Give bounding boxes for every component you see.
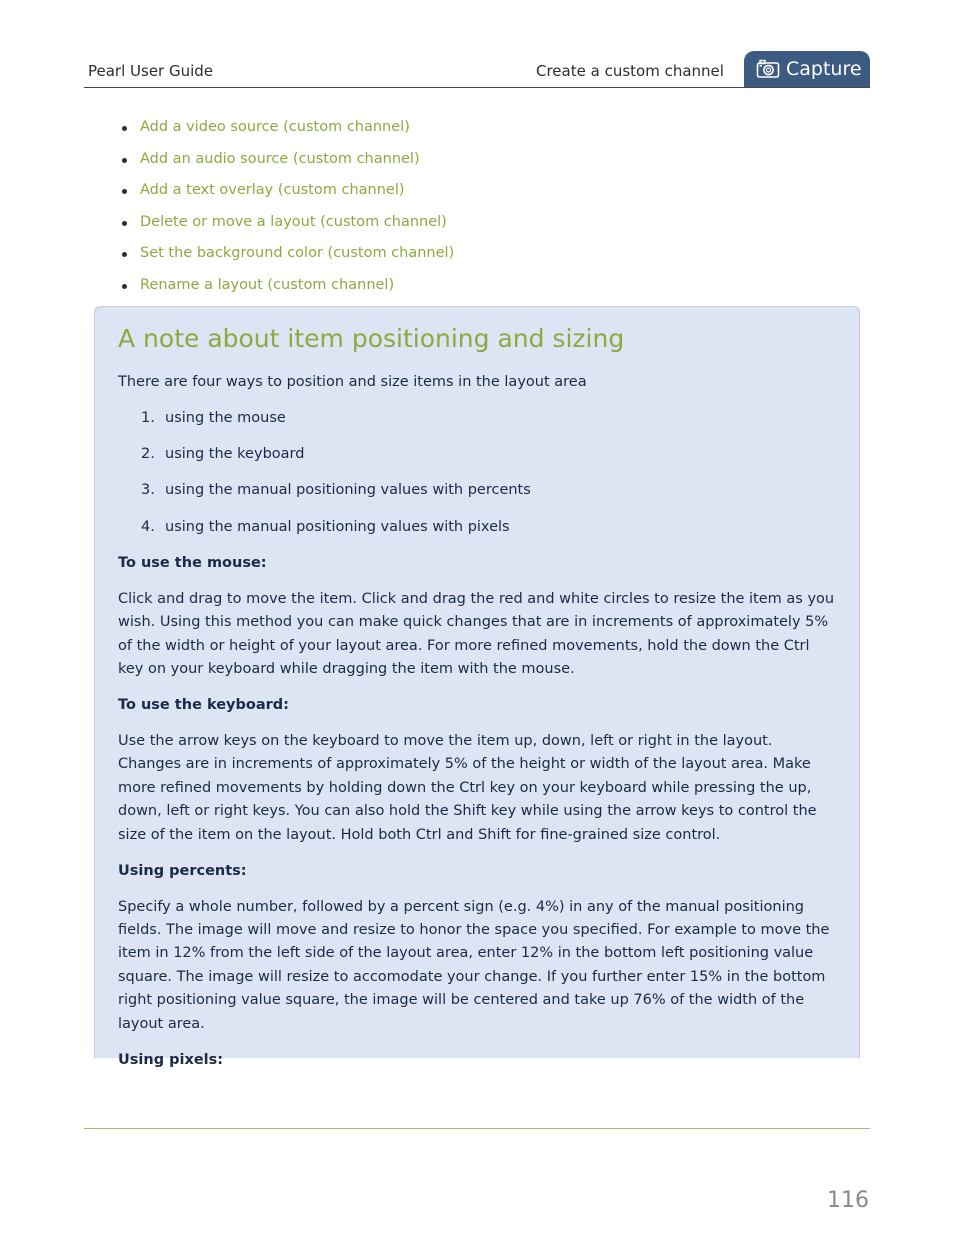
list-number: 3. — [141, 482, 155, 499]
list-item — [118, 479, 838, 502]
bullet-icon — [122, 221, 127, 226]
list-item — [118, 115, 454, 147]
keyboard-heading: To use the keyboard: — [118, 697, 289, 714]
list-item — [118, 241, 454, 273]
bullet-icon — [122, 284, 127, 289]
link-add-text-overlay[interactable]: Add a text overlay (custom channel) — [140, 182, 405, 199]
percents-paragraph: Specify a whole number, followed by a percent sign (e.g. 4%) in any of the manual positioning fields. The image will move and resize to honor the space you specified. For example to move the item in 12% from the left side of the layout area, enter 12% in the bottom left positioning value square. The image will resize to accomodate your change. If you further enter 15% in the bottom right positioning value square, the image will be centered and take up 76% of the width of the layout area. — [118, 898, 830, 1032]
capture-tab-label: Capture — [786, 58, 862, 80]
list-number: 2. — [141, 446, 155, 463]
note-title: A note about item positioning and sizing — [118, 324, 625, 353]
bullet-icon — [122, 189, 127, 194]
list-item — [118, 210, 454, 242]
link-rename-layout[interactable]: Rename a layout (custom channel) — [140, 276, 395, 293]
method-text: using the keyboard — [165, 446, 305, 463]
link-set-background-color[interactable]: Set the background color (custom channel) — [140, 245, 455, 262]
list-item — [118, 147, 454, 179]
list-item — [118, 443, 838, 466]
bullet-icon — [122, 158, 127, 163]
note-intro: There are four ways to position and size items in the layout area — [118, 374, 587, 390]
note-content — [118, 371, 838, 1085]
method-text: using the manual positioning values with pixels — [165, 518, 510, 535]
bullet-icon — [122, 126, 127, 131]
percents-heading: Using percents: — [118, 862, 247, 879]
doc-title: Pearl User Guide — [88, 62, 214, 80]
list-item — [118, 178, 454, 210]
link-add-video-source[interactable]: Add a video source (custom channel) — [140, 119, 410, 135]
pixels-heading: Using pixels: — [118, 1051, 224, 1068]
method-text: using the manual positioning values with percents — [165, 482, 531, 499]
related-links-list — [118, 115, 454, 305]
link-add-audio-source[interactable]: Add an audio source (custom channel) — [140, 150, 420, 167]
list-number: 1. — [141, 410, 155, 426]
list-number: 4. — [141, 518, 155, 535]
page-number: 116 — [827, 1188, 869, 1213]
list-item — [118, 516, 838, 539]
list-item — [118, 273, 454, 305]
bullet-icon — [122, 252, 127, 257]
section-title: Create a custom channel — [536, 62, 724, 80]
methods-list — [118, 407, 838, 539]
list-item — [118, 407, 838, 430]
footer-divider — [84, 1128, 870, 1129]
keyboard-paragraph: Use the arrow keys on the keyboard to move the item up, down, left or right in the layout. Changes are in increments of approximately 5% of the height or width of the layout area. Make more refined movements by holding down the Ctrl key on your keyboard while pressing the up, down, left or right keys. You can also hold the Shift key while using the arrow keys to control the size of the item on the layout. Hold both Ctrl and Shift for fine-grained size control. — [118, 733, 817, 843]
mouse-heading: To use the mouse: — [118, 554, 267, 571]
camera-icon — [756, 59, 780, 79]
link-delete-move-layout[interactable]: Delete or move a layout (custom channel) — [140, 213, 447, 230]
capture-tab[interactable] — [744, 51, 870, 87]
note-box — [94, 306, 860, 1068]
page-header — [84, 50, 870, 88]
mouse-paragraph: Click and drag to move the item. Click and drag the red and white circles to resize the item as you wish. Using this method you can make quick changes that are in increments of approximately 5% of the width or height of your layout area. For more refined movements, hold the down the Ctrl key on your keyboard while dragging the item with the mouse. — [118, 590, 835, 678]
method-text: using the mouse — [165, 410, 286, 426]
